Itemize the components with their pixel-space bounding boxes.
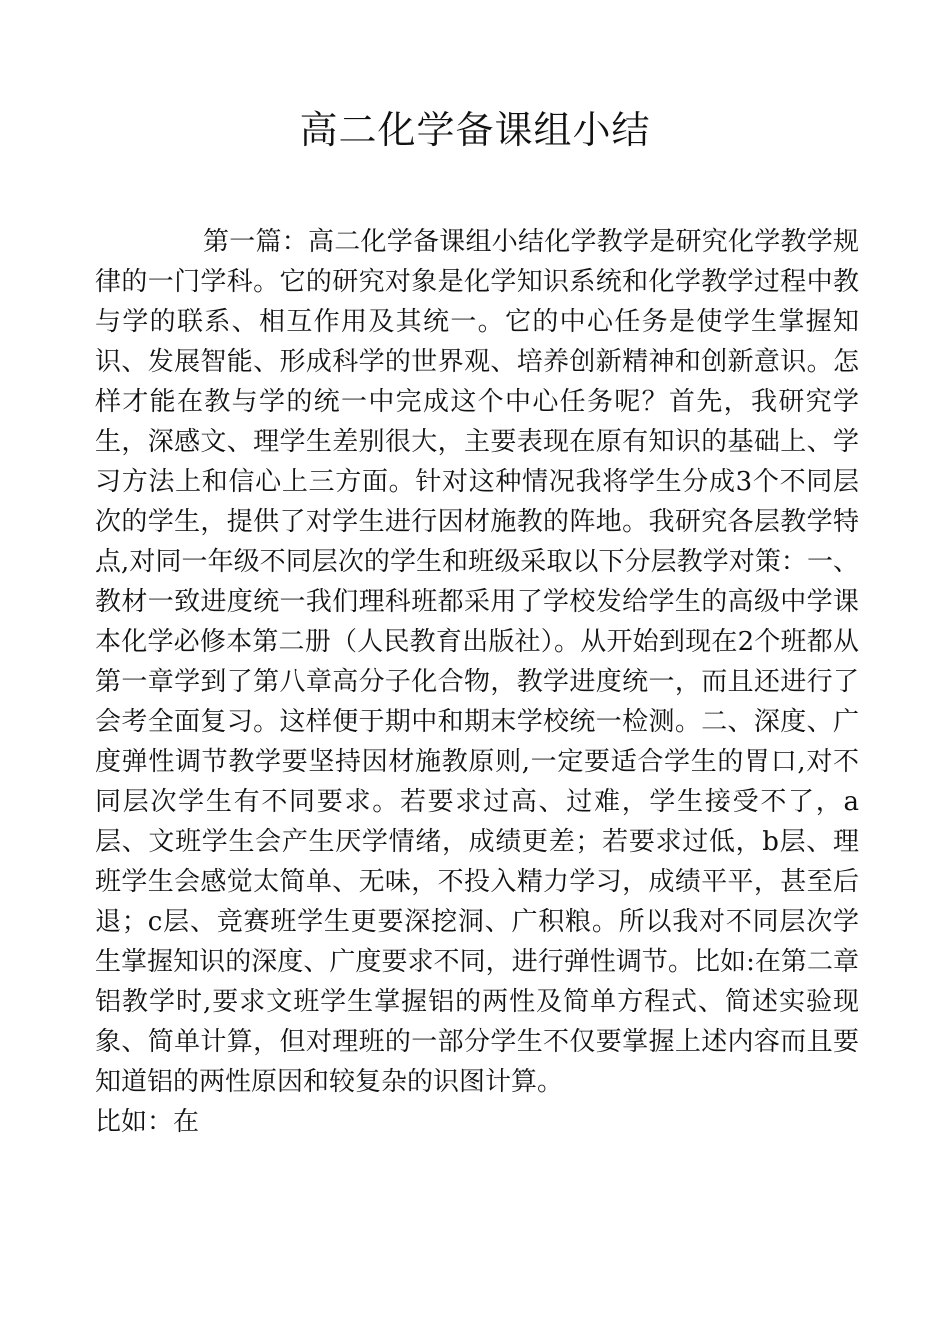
document-body xyxy=(95,222,859,1142)
body-paragraph: 比如：在 xyxy=(95,1107,200,1137)
body-paragraph: 第一篇：高二化学备课组小结化学教学是研究化学教学规律的一门学科。它的研究对象是化学知识系统和化学教学过程中教与学的联系、相互作用及其统一。它的中心任务是使学生掌握知识、发展智能、形成科学的世界观、培养创新精神和创新意识。怎样才能在教与学的统一中完成这个中心任务呢？首先，我研究学生，深感文、理学生差别很大，主要表现在原有知识的基础上、学习方法上和信心上三方面。针对这种情况我将学生分成3个不同层次的学生，提供了对学生进行因材施教的阵地。我研究各层教学特点,对同一年级不同层次的学生和班级采取以下分层教学对策：一、教材一致进度统一我们理科班都采用了学校发给学生的高级中学课本化学必修本第二册（人民教育出版社）。从开始到现在2个班都从第一章学到了第八章高分子化合物，教学进度统一，而且还进行了会考全面复习。这样便于期中和期末学校统一检测。二、深度、广度弹性调节教学要坚持因材施教原则,一定要适合学生的胃口,对不同层次学生有不同要求。若要求过高、过难，学生接受不了，a层、文班学生会产生厌学情绪，成绩更差；若要求过低，b层、理班学生会感觉太简单、无味，不投入精力学习，成绩平平，甚至后退；c层、竞赛班学生更要深挖洞、广积粮。所以我对不同层次学生掌握知识的深度、广度要求不同，进行弹性调节。比如:在第二章铝教学时,要求文班学生掌握铝的两性及简单方程式、简述实验现象、简单计算，但对理班的一部分学生不仅要掌握上述内容而且要知道铝的两性原因和较复杂的识图计算。 xyxy=(95,227,859,1097)
document-title: 高二化学备课组小结 xyxy=(299,108,651,152)
